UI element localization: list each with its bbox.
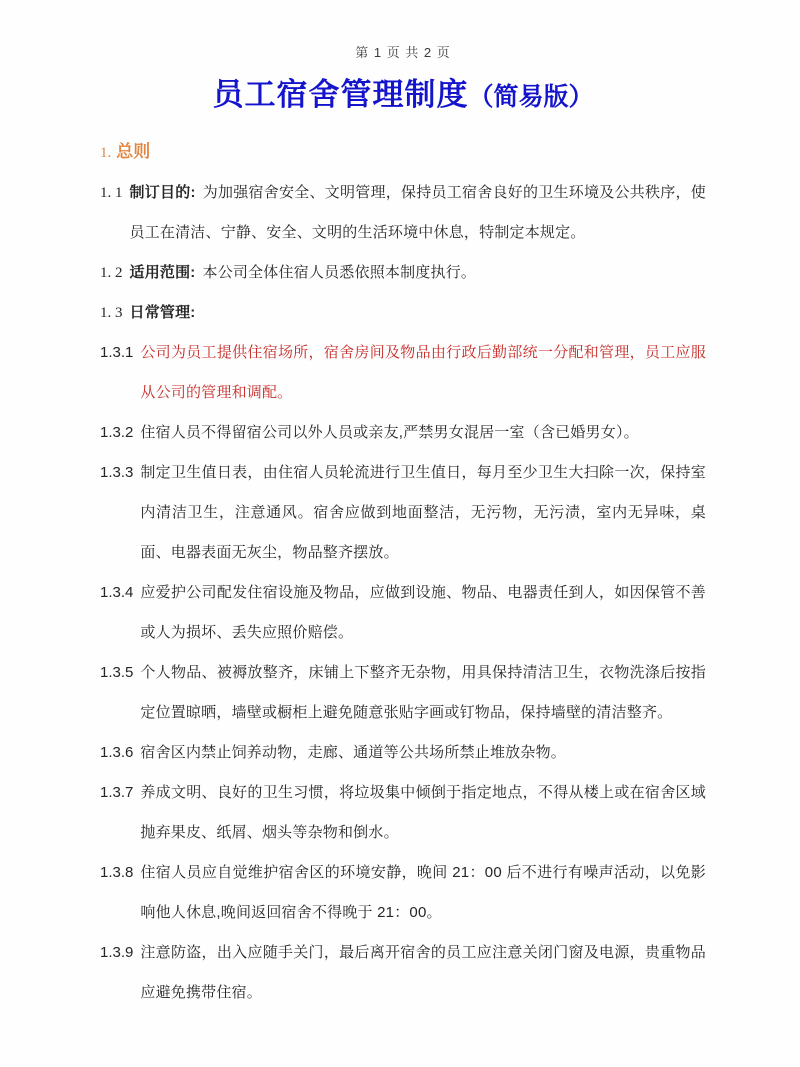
clause-body-text: 宿舍区内禁止饲养动物，走廊、通道等公共场所禁止堆放杂物。 (140, 744, 566, 761)
clause-body-text: 养成文明、良好的卫生习惯，将垃圾集中倾倒于指定地点，不得从楼上或在宿舍区域抛弃果皮、纸屑、烟头等杂物和倒水。 (140, 784, 706, 841)
clause-body-text: 注意防盗，出入应随手关门，最后离开宿舍的员工应注意关闭门窗及电源，贵重物品应避免携带住宿。 (140, 944, 706, 1001)
clause-number: 1.3.1 (100, 344, 134, 361)
section-number: 1. (100, 145, 112, 161)
clause-1-3 (100, 293, 706, 333)
clause-body-text: 公司为员工提供住宿场所，宿舍房间及物品由行政后勤部统一分配和管理，员工应服从公司的管理和调配。 (140, 344, 706, 401)
clause-1-3-7 (100, 773, 706, 853)
clause-1-3-9 (100, 933, 706, 1013)
clause-1-3-5 (100, 653, 706, 733)
clause-1-3-8 (100, 853, 706, 933)
clause-label: 适用范围: (129, 264, 196, 281)
clause-text (140, 453, 706, 573)
clause-number: 1. 3 (100, 305, 123, 321)
clause-number: 1.3.3 (100, 464, 134, 481)
clause-text (140, 933, 706, 1013)
clause-text (140, 653, 706, 733)
clause-body-text: 制定卫生值日表，由住宿人员轮流进行卫生值日，每月至少卫生大扫除一次，保持室内清洁卫生，注意通风。宿舍应做到地面整洁，无污物，无污渍，室内无异味，桌面、电器表面无灰尘，物品整齐摆放。 (140, 464, 706, 561)
clause-1-3-1 (100, 333, 706, 413)
clause-number: 1.3.9 (100, 944, 134, 961)
clause-number: 1.3.7 (100, 784, 134, 801)
document-title-suffix: （简易版） (468, 83, 594, 111)
clause-number: 1.3.4 (100, 584, 134, 601)
clause-body-text: 应爱护公司配发住宿设施及物品，应做到设施、物品、电器责任到人，如因保管不善或人为损坏、丢失应照价赔偿。 (140, 584, 706, 641)
clause-label: 日常管理: (129, 304, 196, 321)
clause-number: 1.3.5 (100, 664, 134, 681)
clause-text (140, 853, 706, 933)
clause-text (130, 293, 203, 333)
clause-body-text: 住宿人员应自觉维护宿舍区的环境安静，晚间 21：00 后不进行有噪声活动，以免影响他人休息,晚间返回宿舍不得晚于 21：00。 (140, 864, 706, 921)
clause-text (140, 733, 566, 773)
clause-number: 1.3.8 (100, 864, 134, 881)
section-title: 总则 (116, 142, 151, 161)
clause-label: 制订目的: (129, 184, 196, 201)
clause-body-text: 为加强宿舍安全、文明管理，保持员工宿舍良好的卫生环境及公共秩序，使员工在清洁、宁静、安全、文明的生活环境中休息，特制定本规定。 (129, 184, 706, 241)
section-heading (100, 132, 706, 173)
clause-number: 1. 2 (100, 265, 123, 281)
clause-body-text: 个人物品、被褥放整齐，床铺上下整齐无杂物，用具保持清洁卫生，衣物洗涤后按指定位置晾晒，墙壁或橱柜上避免随意张贴字画或钉物品，保持墙壁的清洁整齐。 (140, 664, 706, 721)
document-title-main: 员工宿舍管理制度 (212, 77, 469, 112)
page-number-header: 第 1 页 共 2 页 (355, 45, 451, 60)
clause-text (130, 253, 477, 293)
clause-text (140, 773, 706, 853)
clause-body-text: 本公司全体住宿人员悉依照本制度执行。 (202, 264, 477, 281)
clause-1-3-2 (100, 413, 706, 453)
clause-1-3-3 (100, 453, 706, 573)
clause-text (140, 413, 638, 453)
clause-1-1 (100, 173, 706, 253)
clause-1-3-6 (100, 733, 706, 773)
clause-number: 1.3.6 (100, 744, 134, 761)
clause-1-2 (100, 253, 706, 293)
document-title (100, 74, 706, 116)
clause-number: 1. 1 (100, 185, 123, 201)
clause-body-text: 住宿人员不得留宿公司以外人员或亲友,严禁男女混居一室（含已婚男女）。 (140, 424, 639, 441)
clause-number: 1.3.2 (100, 424, 134, 441)
clause-1-3-4 (100, 573, 706, 653)
clause-text (140, 333, 706, 413)
clause-text (140, 573, 706, 653)
clause-text (130, 173, 707, 253)
